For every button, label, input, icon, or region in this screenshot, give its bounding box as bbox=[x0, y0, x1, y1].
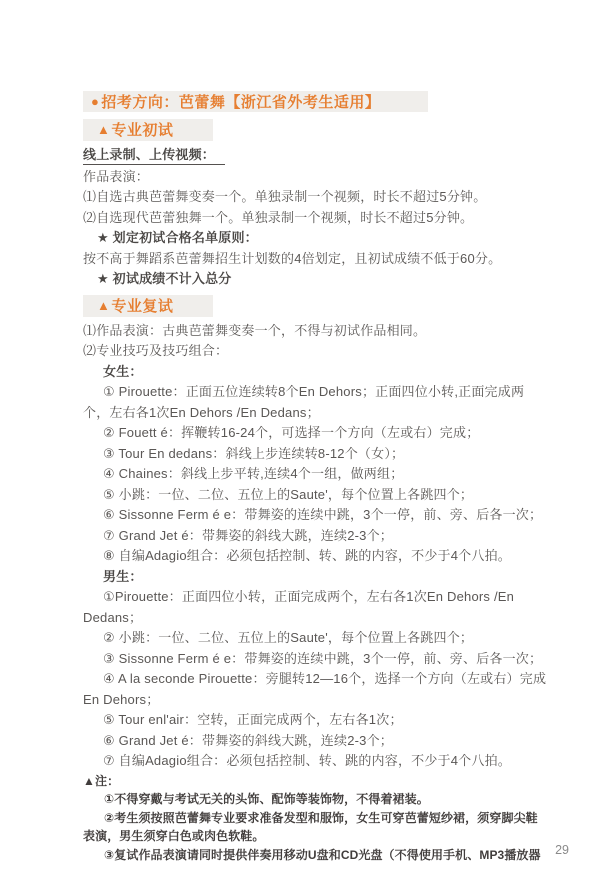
bullet-icon: ● bbox=[91, 94, 100, 109]
body-line: ⑴自选古典芭蕾舞变奏一个。单独录制一个视频，时长不超过5分钟。 bbox=[83, 189, 487, 204]
page-number: 29 bbox=[555, 843, 569, 857]
list-item-line: ④ A la seconde Pirouette：旁腿转12—16个，选择一个方向（左或右）完成En Dehors； bbox=[83, 671, 547, 707]
list-item-line: ⑦ 自编Adagio组合：必须包括控制、转、跳的内容，不少于4个八拍。 bbox=[103, 753, 511, 768]
section-bar-title: 专业初试 bbox=[111, 122, 174, 139]
body-line: 作品表演： bbox=[83, 168, 150, 184]
section-bar-title: 专业复试 bbox=[111, 297, 174, 315]
list-item-line: ①Pirouette：正面四位小转，正面完成两个，左右各1次En Dehors /En Dedans； bbox=[83, 589, 515, 625]
list-item-line: ② 小跳：一位、二位、五位上的Saute'，每个位置上各跳四个； bbox=[103, 630, 474, 645]
star-bold-line: ★ 划定初试合格名单原则： bbox=[97, 230, 258, 245]
text-blocks-container bbox=[83, 119, 547, 864]
triangle-icon: ▲ bbox=[97, 297, 111, 313]
note-header-line: ▲注： bbox=[83, 773, 120, 788]
recruitment-direction-header bbox=[83, 91, 428, 112]
list-item-line: ② Fouett é：挥鞭转16-24个，可选择一个方向（左或右）完成； bbox=[103, 425, 480, 440]
list-item-line: ③ Tour En dedans：斜线上步连续转8-12个（女）； bbox=[103, 445, 405, 461]
note-line: ①不得穿戴与考试无关的头饰、配饰等装饰物，不得着裙装。 bbox=[104, 792, 429, 806]
body-line: ⑴作品表演：古典芭蕾舞变奏一个，不得与初试作品相同。 bbox=[83, 322, 427, 338]
body-line: 按不高于舞蹈系芭蕾舞招生计划数的4倍划定，且初试成绩不低于60分。 bbox=[83, 250, 502, 266]
body-line: ⑵专业技巧及技巧组合： bbox=[83, 343, 229, 358]
body-line: ⑵自选现代芭蕾独舞一个。单独录制一个视频，时长不超过5分钟。 bbox=[83, 209, 474, 225]
underline-heading-line: 线上录制、上传视频： bbox=[83, 145, 225, 165]
recruitment-direction-title: 招考方向：芭蕾舞【浙江省外考生适用】 bbox=[101, 94, 381, 111]
list-item-line: ⑥ Sissonne Ferm é e：带舞姿的连续中跳，3个一停，前、旁、后各一次； bbox=[103, 507, 543, 522]
note-line: ②考生须按照芭蕾舞专业要求准备发型和服饰，女生可穿芭蕾短纱裙，须穿脚尖鞋表演，男生须穿白色或肉色软鞋。 bbox=[83, 810, 538, 843]
document-content bbox=[83, 91, 547, 864]
bold-label-line: 女生： bbox=[103, 363, 143, 379]
list-item-line: ① Pirouette：正面五位连续转8个En Dehors；正面四位小转,正面完成两个，左右各1次En Dehors /En Dedans； bbox=[83, 384, 525, 420]
list-item-line: ⑤ Tour enl'air：空转，正面完成两个，左右各1次； bbox=[103, 712, 403, 727]
list-item-line: ⑦ Grand Jet é：带舞姿的斜线大跳，连续2-3个； bbox=[103, 527, 393, 543]
bold-label-line: 男生： bbox=[103, 568, 143, 584]
list-item-line: ④ Chaines：斜线上步平转,连续4个一组，做两组； bbox=[103, 466, 404, 481]
section-bar bbox=[83, 295, 213, 317]
star-bold-line: ★ 初试成绩不计入总分 bbox=[97, 271, 232, 286]
list-item-line: ③ Sissonne Ferm é e：带舞姿的连续中跳，3个一停，前、旁、后各一次； bbox=[103, 650, 543, 666]
list-item-line: ⑤ 小跳：一位、二位、五位上的Saute'，每个位置上各跳四个； bbox=[103, 486, 474, 502]
list-item-line: ⑥ Grand Jet é：带舞姿的斜线大跳，连续2-3个； bbox=[103, 732, 393, 748]
section-bar bbox=[83, 119, 213, 141]
note-line: ③复试作品表演请同时提供伴奏用移动U盘和CD光盘（不得使用手机、MP3播放器 bbox=[104, 847, 541, 862]
triangle-icon: ▲ bbox=[97, 122, 111, 137]
list-item-line: ⑧ 自编Adagio组合：必须包括控制、转、跳的内容，不少于4个八拍。 bbox=[103, 548, 511, 563]
